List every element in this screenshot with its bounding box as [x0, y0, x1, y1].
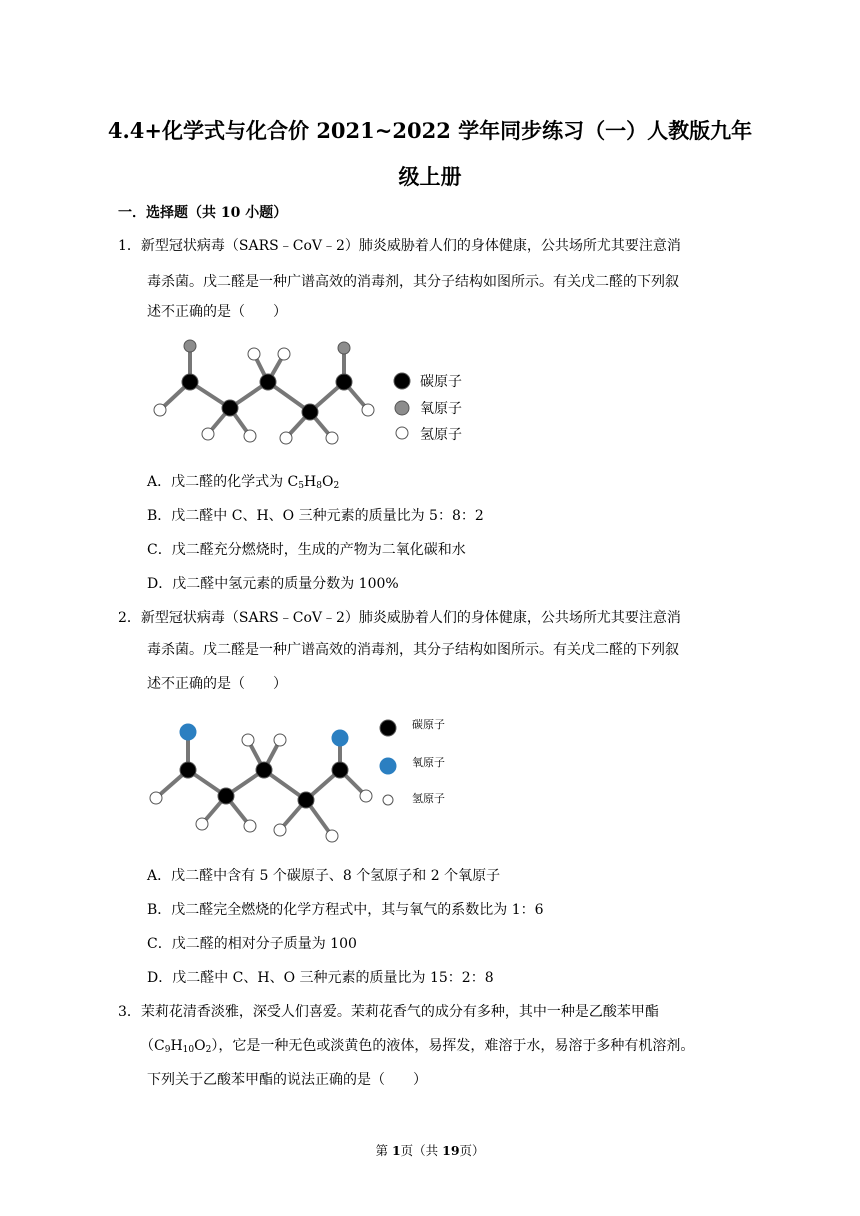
q2-c-atom	[332, 762, 348, 778]
q1-c-atom	[260, 374, 276, 390]
section-heading: 一．选择题（共 10 小题）	[118, 205, 288, 221]
q2-legend-hydrogen-label: 氢原子	[412, 792, 445, 805]
q2-option-d: D．戊二醛中 C、H、O 三种元素的质量比为 15：2：8	[147, 970, 494, 986]
q1-h-atom	[154, 404, 166, 416]
q2-legend-carbon-label: 碳原子	[412, 718, 445, 731]
q1-line-2: 毒杀菌。戊二醛是一种广谱高效的消毒剂，其分子结构如图所示。有关戊二醛的下列叙	[147, 274, 679, 290]
q1-option-a: A．戊二醛的化学式为 $C_5H_8O_2$	[147, 474, 340, 491]
q2-h-atom	[196, 818, 208, 830]
q1-h-atom	[202, 428, 214, 440]
q2-h-atom	[244, 820, 256, 832]
q1-legend-oxygen-label: 氧原子	[420, 401, 462, 417]
q1-legend-carbon	[394, 373, 410, 389]
q1-legend-hydrogen	[396, 427, 408, 439]
q2-option-b: B．戊二醛完全燃烧的化学方程式中，其与氧气的系数比为 1：6	[147, 902, 544, 918]
q1-o-atom	[338, 342, 350, 354]
footer-page-number: 1	[391, 1143, 401, 1158]
q2-c-atom	[180, 762, 196, 778]
q2-o-atom	[332, 730, 348, 746]
title-line-2: 级上册	[398, 164, 462, 189]
q2-option-a: A．戊二醛中含有 5 个碳原子、8 个氢原子和 2 个氧原子	[147, 868, 501, 884]
q1-c-atom	[302, 404, 318, 420]
q1-legend-oxygen	[395, 401, 409, 415]
q2-number: 2．	[118, 610, 141, 626]
q1-legend-hydrogen-label: 氢原子	[420, 427, 462, 443]
q2-o-atom	[180, 724, 196, 740]
q2-legend-carbon	[380, 720, 396, 736]
q2-h-atom	[274, 734, 286, 746]
q3-line-2: $(C_9H_{10}O_2)$，它是一种无色或淡黄色的液体，易挥发，难溶于水，易溶于多种有机溶剂。	[140, 1038, 695, 1055]
q1-option-c: C．戊二醛充分燃烧时，生成的产物为二氧化碳和水	[147, 542, 466, 558]
q1-h-atom	[280, 432, 292, 444]
q2-option-c: C．戊二醛的相对分子质量为 100	[147, 936, 357, 952]
q3-line-1: 3．茉莉花清香淡雅，深受人们喜爱。茉莉花香气的成分有多种，其中一种是乙酸苯甲酯	[118, 1004, 659, 1020]
q1-legend-carbon-label: 碳原子	[420, 374, 462, 390]
q1-h-atom	[244, 430, 256, 442]
q2-c-atom	[218, 788, 234, 804]
q3-line-3: 下列关于乙酸苯甲酯的说法正确的是（ ）	[147, 1072, 427, 1088]
q1-h-atom	[326, 432, 338, 444]
q2-legend-oxygen-label: 氧原子	[412, 756, 445, 769]
q2-line-1: 2．新型冠状病毒（SARS﹣CoV﹣2）肺炎威胁着人们的身体健康，公共场所尤其要注意消	[118, 610, 681, 626]
q1-o-atom	[184, 340, 196, 352]
q2-line-2: 毒杀菌。戊二醛是一种广谱高效的消毒剂，其分子结构如图所示。有关戊二醛的下列叙	[147, 642, 679, 658]
q2-h-atom	[150, 792, 162, 804]
q1-number: 1．	[118, 238, 141, 254]
q1-h-atom	[278, 348, 290, 360]
q2-line-3: 述不正确的是（ ）	[147, 676, 287, 692]
title-line-1: 4.4+化学式与化合价 2021~2022 学年同步练习（一）人教版九年	[107, 118, 753, 143]
q2-h-atom	[274, 824, 286, 836]
q2-c-atom	[256, 762, 272, 778]
page-footer: 第 1页（共 19页）	[375, 1143, 485, 1158]
q2-c-atom	[298, 792, 314, 808]
q1-h-atom	[362, 404, 374, 416]
q2-legend-oxygen	[380, 758, 396, 774]
q1-h-atom	[248, 348, 260, 360]
q1-molecule-figure	[150, 336, 490, 446]
q1-c-atom	[222, 400, 238, 416]
q1-line-3: 述不正确的是（ ）	[147, 304, 287, 320]
q2-h-atom	[326, 830, 338, 842]
q1-c-atom	[336, 374, 352, 390]
q2-h-atom	[360, 790, 372, 802]
q3-number: 3．	[118, 1004, 141, 1020]
q2-legend-hydrogen	[383, 795, 393, 805]
q2-h-atom	[242, 734, 254, 746]
q1-line-1: 1．新型冠状病毒（SARS﹣CoV﹣2）肺炎威胁着人们的身体健康，公共场所尤其要注意消	[118, 238, 681, 254]
q1-option-d: D．戊二醛中氢元素的质量分数为 100%	[147, 576, 399, 592]
document-title	[60, 108, 800, 200]
q1-option-b: B．戊二醛中 C、H、O 三种元素的质量比为 5：8：2	[147, 508, 484, 524]
footer-total-pages: 19	[442, 1143, 460, 1158]
q2-molecule-figure	[146, 712, 466, 848]
q1-c-atom	[182, 374, 198, 390]
